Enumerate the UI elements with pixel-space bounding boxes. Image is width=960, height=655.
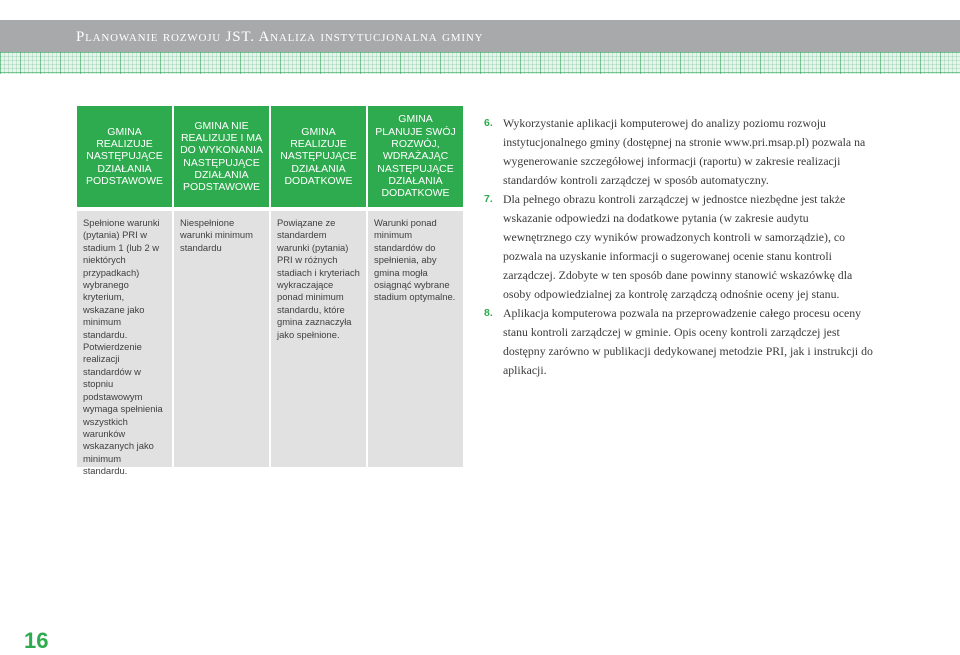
- running-header-title: Planowanie rozwoju JST. Analiza instytucjonalna gminy: [76, 29, 484, 45]
- table-column-additional-planned: [368, 106, 463, 467]
- list-item-number: 8.: [484, 307, 493, 319]
- cell-paragraph: Warunki ponad minimum standardów do spełnienia, aby gmina mogła osiągnąć wybrane stadium optymalne.: [374, 217, 456, 303]
- cell-paragraph: Spełnione warunki (pytania) PRI w stadium 1 (lub 2 w niektórych przypadkach) wybranego kryterium, wskazane jako minimum standardu.: [83, 217, 160, 340]
- grid-pattern-band: [0, 52, 960, 74]
- table-column-basic-done: [77, 106, 172, 477]
- column-heading: GMINA REALIZUJE NASTĘPUJĄCE DZIAŁANIA DODATKOWE: [271, 106, 366, 207]
- column-heading: GMINA NIE REALIZUJE I MA DO WYKONANIA NASTĘPUJĄCE DZIAŁANIA PODSTAWOWE: [174, 106, 269, 207]
- column-heading: GMINA PLANUJE SWÓJ ROZWÓJ, WDRAŻAJĄC NASTĘPUJĄCE DZIAŁANIA DODATKOWE: [368, 106, 463, 207]
- cell-paragraph: Powiązane ze standardem warunki (pytania) PRI w różnych stadiach i kryteriach wykraczające ponad minimum standardu, które gmina zaznaczyła jako spełnione.: [277, 217, 360, 340]
- column-body: [77, 211, 172, 477]
- numbered-list: [484, 114, 880, 380]
- column-heading: GMINA REALIZUJE NASTĘPUJĄCE DZIAŁANIA PODSTAWOWE: [77, 106, 172, 207]
- table-column-basic-todo: [174, 106, 269, 467]
- list-item-number: 7.: [484, 193, 493, 205]
- list-item: [484, 304, 880, 380]
- column-body: [368, 211, 463, 467]
- column-body: [174, 211, 269, 467]
- cell-paragraph: Niespełnione warunki minimum standardu: [180, 217, 253, 253]
- list-item: [484, 114, 880, 190]
- column-body: [271, 211, 366, 467]
- page-number: 16: [24, 628, 49, 653]
- list-item-text: Dla pełnego obrazu kontroli zarządczej w jednostce niezbędne jest także wskazanie odpowiedzi na dodatkowe pytania (w zakresie audytu wewnętrznego czy wyników prowadzonych kontroli w samorządzie), co pozwala na uzyskanie informacji o sugerowanej ocenie stanu kontroli zarządczej. Zdobyte w ten sposób dane powinny stanowić wskazówkę dla osoby odpowiedzialnej za kontrolę zarządczą odnośnie oceny jej stanu.: [503, 192, 853, 301]
- table-column-additional-done: [271, 106, 366, 467]
- list-item: [484, 190, 880, 304]
- list-item-text: Wykorzystanie aplikacji komputerowej do analizy poziomu rozwoju instytucjonalnego gminy (dostępnej na stronie www.pri.msap.pl) pozwala na wygenerowanie szczegółowej informacji (raportu) w zakresie realizacji standardów kontroli zarządczej w sposób automatyczny.: [503, 116, 866, 187]
- cell-paragraph: Potwierdzenie realizacji standardów w stopniu podstawowym wymaga spełnienia wszystkich warunków wskazanych jako minimum standardu.: [83, 341, 163, 477]
- list-item-text: Aplikacja komputerowa pozwala na przeprowadzenie całego procesu oceny stanu kontroli zarządczej w gminie. Opis oceny kontroli zarządczej jest dostępny zarówno w publikacji dedykowanej metodzie PRI, jak i instrukcji do aplikacji.: [503, 306, 873, 377]
- list-item-number: 6.: [484, 117, 493, 129]
